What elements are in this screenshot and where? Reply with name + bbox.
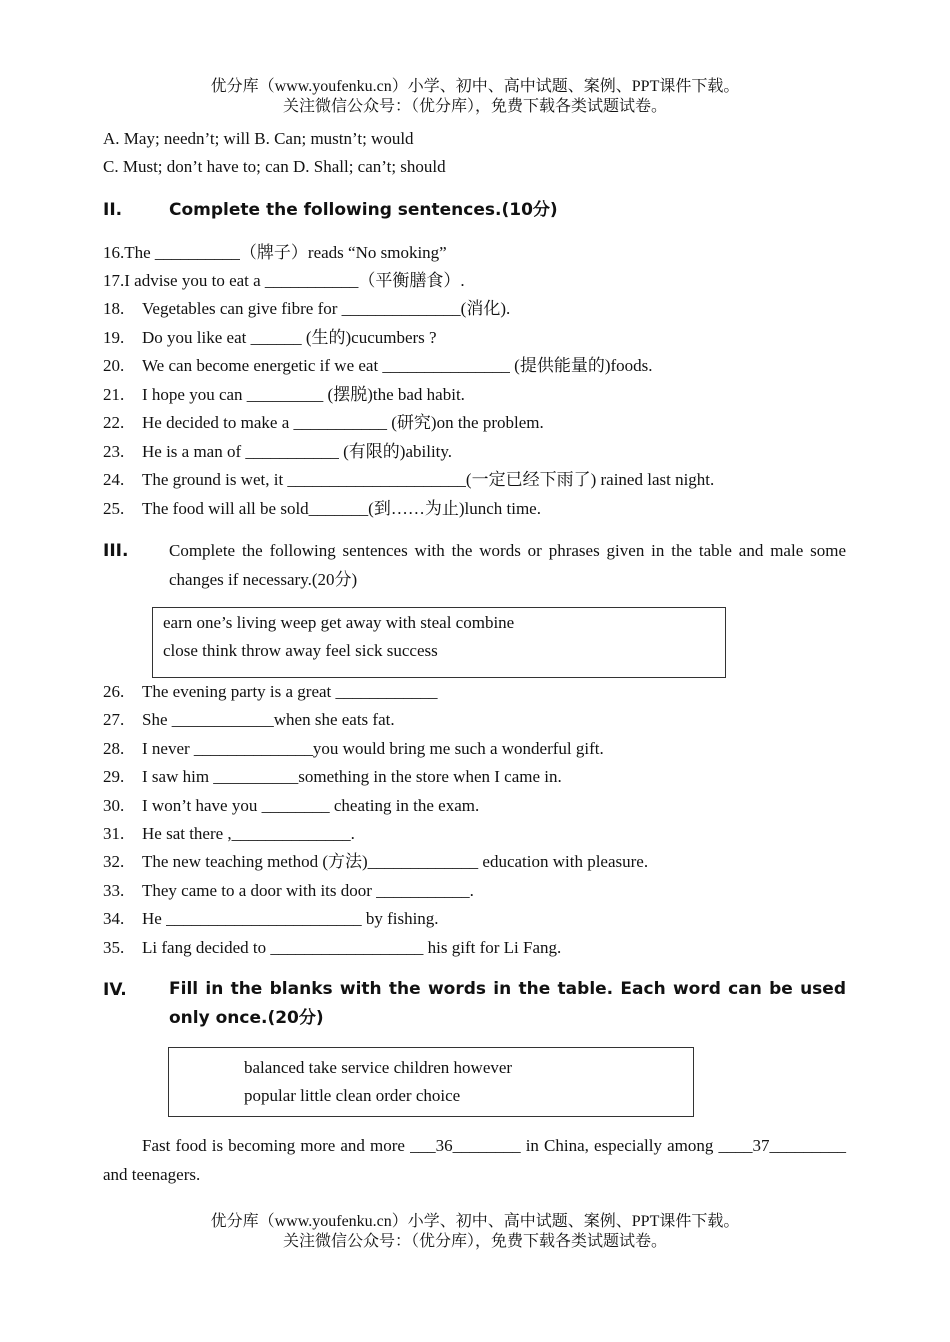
section-3-title: Complete the following sentences with the words or phrases given in the table and male some changes if necessary.(20分) (169, 541, 846, 589)
question-22-number: 22. (103, 413, 125, 432)
header-line-1: 优分库（www.youfenku.cn）小学、初中、高中试题、案例、PPT课件下载。 (210, 78, 740, 95)
question-24-text: The ground is wet, it _____________________(一定已经下雨了) rained last night. (142, 470, 715, 489)
question-26-number: 26. (103, 682, 125, 701)
question-25-text: The food will all be sold_______(到……为止)lunch time. (142, 499, 541, 518)
question-21-number: 21. (103, 385, 125, 404)
section-2-title: Complete the following sentences.(10分) (169, 200, 558, 220)
section-4-number: IV. (103, 980, 127, 1000)
question-29-text: I saw him __________something in the store when I came in. (142, 767, 562, 786)
cloze-passage: Fast food is becoming more and more ___36________ in China, especially among ____37_________ and teenagers. (103, 1136, 846, 1184)
section-2-number: II. (103, 200, 123, 220)
question-31-number: 31. (103, 824, 125, 843)
word-box-row-2: popular little clean order choice (244, 1086, 461, 1105)
footer-line-1: 优分库（www.youfenku.cn）小学、初中、高中试题、案例、PPT课件下载。 (210, 1213, 740, 1230)
word-box-row-1: earn one’s living weep get away with steal combine (163, 613, 515, 632)
question-23-number: 23. (103, 442, 125, 461)
question-27-number: 27. (103, 710, 125, 729)
question-29-number: 29. (103, 767, 125, 786)
question-35-number: 35. (103, 938, 125, 957)
question-20-text: We can become energetic if we eat _______________ (提供能量的)foods. (142, 356, 653, 375)
question-26-text: The evening party is a great ____________ (142, 682, 438, 701)
question-21-text: I hope you can _________ (摆脱)the bad habit. (142, 385, 465, 404)
footer-line-2: 关注微信公众号：（优分库），免费下载各类试题试卷。 (282, 1233, 667, 1250)
question-27-text: She ____________when she eats fat. (142, 710, 395, 729)
header-line-2: 关注微信公众号：（优分库），免费下载各类试题试卷。 (282, 98, 667, 115)
question-24-number: 24. (103, 470, 125, 489)
word-box-row-2: close think throw away feel sick success (163, 641, 438, 660)
question-25-number: 25. (103, 499, 125, 518)
question-34-number: 34. (103, 909, 125, 928)
question-28-number: 28. (103, 739, 125, 758)
question-23-text: He is a man of ___________ (有限的)ability. (142, 442, 453, 461)
question-18-number: 18. (103, 299, 125, 318)
question-31-text: He sat there ,______________. (142, 824, 355, 843)
page-header (0, 77, 950, 117)
question-32-number: 32. (103, 852, 125, 871)
question-20-number: 20. (103, 356, 125, 375)
question-28-text: I never ______________you would bring me such a wonderful gift. (142, 739, 604, 758)
word-box-section-4 (168, 1047, 694, 1117)
question-30-number: 30. (103, 796, 125, 815)
section-3-number: III. (103, 541, 129, 561)
question-35-text: Li fang decided to __________________ his gift for Li Fang. (142, 938, 562, 957)
question-17: 17.I advise you to eat a ___________（平衡膳食）. (103, 271, 465, 290)
question-34-text: He _______________________ by fishing. (142, 909, 439, 928)
page-footer (0, 1212, 950, 1252)
question-32-text: The new teaching method (方法)_____________ education with pleasure. (142, 852, 649, 871)
question-33-number: 33. (103, 881, 125, 900)
question-19-text: Do you like eat ______ (生的)cucumbers ? (142, 328, 437, 347)
question-16: 16.The __________（牌子）reads “No smoking” (103, 243, 447, 262)
question-33-text: They came to a door with its door ___________. (142, 881, 474, 900)
word-box-section-3 (152, 607, 726, 678)
section-4-title: Fill in the blanks with the words in the table. Each word can be used only once.(20分) (169, 979, 846, 1028)
word-box-row-1: balanced take service children however (244, 1058, 513, 1077)
question-30-text: I won’t have you ________ cheating in the exam. (142, 796, 480, 815)
question-18-text: Vegetables can give fibre for ______________(消化). (142, 299, 511, 318)
answer-options-ab: A. May; needn’t; will B. Can; mustn’t; would (103, 129, 414, 148)
answer-options-cd: C. Must; don’t have to; can D. Shall; can’t; should (103, 157, 446, 176)
question-19-number: 19. (103, 328, 125, 347)
question-22-text: He decided to make a ___________ (研究)on the problem. (142, 413, 544, 432)
